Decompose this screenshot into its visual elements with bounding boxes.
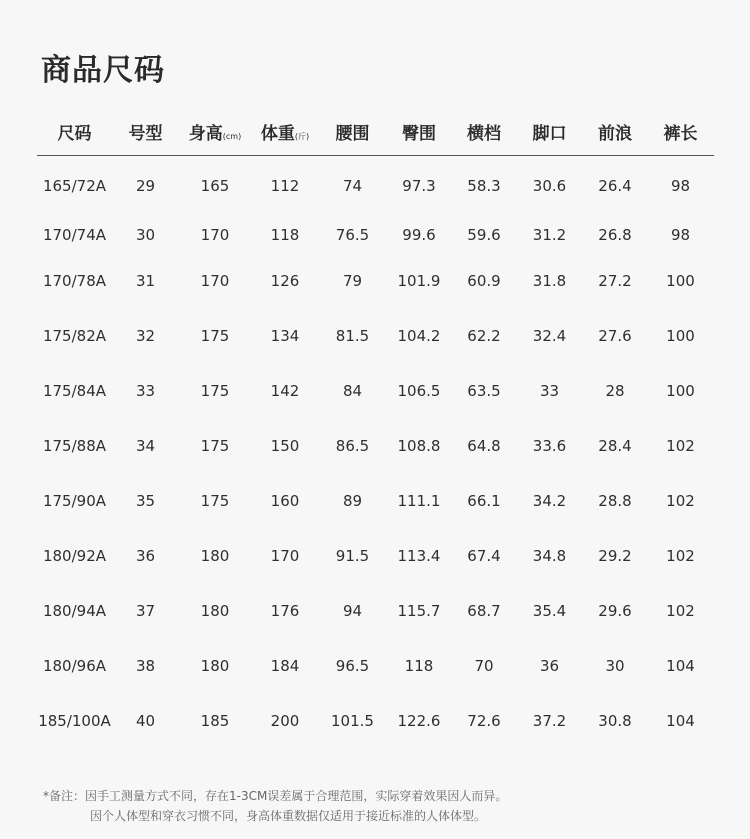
column-header [386, 108, 452, 156]
table-cell: 180/96A [42, 657, 107, 675]
table-cell: 185 [200, 712, 230, 730]
table-cell: 100 [666, 327, 695, 345]
header-row [37, 108, 714, 156]
table-cell: 31.2 [532, 225, 567, 244]
table-cell: 30 [135, 225, 156, 244]
table-cell: 170/74A [42, 225, 107, 244]
footnote-line-1: *备注：因手工测量方式不同，存在1-3CM误差属于合理范围，实际穿着效果因人而异。 [43, 789, 508, 803]
table-cell: 184 [270, 657, 300, 675]
table-cell: 70 [474, 657, 494, 675]
table-cell: 115.7 [397, 602, 441, 620]
table-cell: 36 [539, 657, 560, 675]
column-header-label: 脚口 [532, 124, 567, 144]
table-cell: 165/72A [42, 176, 107, 195]
table-cell: 33 [135, 382, 156, 400]
table-cell: 30.8 [598, 712, 632, 730]
table-cell: 28 [605, 382, 625, 400]
table-cell: 67.4 [467, 547, 501, 565]
table-cell: 66.1 [467, 492, 501, 510]
table-cell: 170 [270, 547, 300, 565]
table-cell: 106.5 [397, 382, 441, 400]
table-cell: 97.3 [402, 176, 436, 195]
size-table [37, 108, 714, 749]
table-cell: 34 [135, 437, 156, 455]
table-cell: 99.6 [402, 225, 436, 244]
column-header-label: 号型 [128, 124, 163, 144]
table-cell: 111.1 [397, 492, 441, 510]
table-cell: 122.6 [397, 712, 441, 730]
table-cell: 37.2 [532, 712, 567, 730]
table-cell: 170 [200, 272, 230, 290]
footnote-line-2: 因个人体型和穿衣习惯不同，身高体重数据仅适用于接近标准的人体体型。 [90, 809, 487, 823]
table-cell: 34.8 [532, 547, 567, 565]
table-cell: 200 [270, 712, 300, 730]
table-cell: 102 [666, 602, 695, 620]
table-cell: 118 [404, 657, 434, 675]
column-header [37, 108, 112, 156]
table-cell: 79 [342, 272, 363, 290]
table-cell: 27.2 [598, 272, 632, 290]
column-header [647, 108, 714, 156]
table-row [37, 419, 714, 474]
table-header [37, 108, 714, 156]
table-cell: 175 [200, 437, 230, 455]
table-cell: 100 [666, 382, 695, 400]
table-cell: 175/84A [42, 382, 107, 400]
table-cell: 180 [200, 602, 230, 620]
table-cell: 35.4 [532, 602, 567, 620]
table-cell: 108.8 [397, 437, 441, 455]
table-cell: 76.5 [335, 225, 370, 244]
table-cell: 126 [270, 272, 300, 290]
table-row [37, 529, 714, 584]
table-cell: 94 [342, 602, 363, 620]
table-cell: 68.7 [467, 602, 501, 620]
column-header-label: 尺码 [57, 124, 92, 144]
table-cell: 176 [270, 602, 300, 620]
table-cell: 29 [135, 176, 156, 195]
table-cell: 175/88A [42, 437, 107, 455]
table-cell: 102 [666, 547, 695, 565]
table-cell: 26.4 [598, 176, 632, 195]
table-cell: 64.8 [467, 437, 501, 455]
table-cell: 28.4 [598, 437, 632, 455]
table-cell: 180 [200, 547, 230, 565]
table-cell: 74 [342, 176, 363, 195]
table-cell: 29.2 [598, 547, 632, 565]
table-row [37, 474, 714, 529]
table-cell: 142 [270, 382, 300, 400]
table-cell: 38 [135, 657, 156, 675]
table-row [37, 309, 714, 364]
table-cell: 175 [200, 492, 230, 510]
table-cell: 100 [666, 272, 695, 290]
table-cell: 58.3 [467, 176, 501, 195]
table-cell: 180 [200, 657, 230, 675]
table-row [37, 639, 714, 694]
table-cell: 32 [135, 327, 156, 345]
table-cell: 104.2 [397, 327, 441, 345]
table-cell: 160 [270, 492, 300, 510]
table-cell: 32.4 [532, 327, 567, 345]
table-cell: 36 [135, 547, 156, 565]
table-cell: 118 [270, 225, 300, 244]
table-cell: 180/92A [42, 547, 107, 565]
table-cell: 104 [666, 657, 695, 675]
table-cell: 101.5 [331, 712, 374, 730]
table-row [37, 156, 714, 216]
table-cell: 170 [200, 225, 230, 244]
table-cell: 31 [135, 272, 156, 290]
column-header [583, 108, 647, 156]
table-cell: 72.6 [467, 712, 501, 730]
column-header [251, 108, 319, 156]
table-cell: 101.9 [397, 272, 441, 290]
column-header-label: 横档 [467, 124, 501, 144]
column-header [179, 108, 251, 156]
table-cell: 165 [200, 176, 230, 195]
column-header [516, 108, 583, 156]
table-cell: 31.8 [532, 272, 567, 290]
table-cell: 30 [605, 657, 625, 675]
table-cell: 89 [342, 492, 363, 510]
table-cell: 34.2 [532, 492, 567, 510]
table-row [37, 216, 714, 254]
table-cell: 102 [666, 492, 695, 510]
table-row [37, 254, 714, 309]
table-cell: 113.4 [397, 547, 441, 565]
table-cell: 37 [135, 602, 156, 620]
table-cell: 175/82A [42, 327, 107, 345]
table-cell: 84 [342, 382, 363, 400]
table-cell: 134 [270, 327, 300, 345]
column-header-unit: (斤) [294, 132, 310, 141]
table-cell: 28.8 [598, 492, 632, 510]
table-cell: 112 [270, 176, 300, 195]
table-cell: 175/90A [42, 492, 107, 510]
column-header-label: 前浪 [598, 124, 632, 144]
table-cell: 98 [670, 176, 691, 195]
column-header-label: 腰围 [335, 124, 370, 144]
table-cell: 26.8 [598, 225, 632, 244]
table-cell: 86.5 [335, 437, 370, 455]
table-cell: 91.5 [335, 547, 370, 565]
table-cell: 102 [666, 437, 695, 455]
page-title: 商品尺码 [41, 53, 165, 88]
column-header [452, 108, 516, 156]
table-cell: 29.6 [598, 602, 632, 620]
table-cell: 33 [539, 382, 560, 400]
table-cell: 30.6 [532, 176, 567, 195]
table-cell: 35 [135, 492, 156, 510]
table-cell: 81.5 [335, 327, 370, 345]
footnote [43, 786, 507, 826]
table-cell: 63.5 [467, 382, 501, 400]
table-cell: 175 [200, 327, 230, 345]
table-cell: 98 [670, 225, 691, 244]
column-header-label: 臀围 [402, 124, 436, 144]
table-row [37, 584, 714, 639]
table-cell: 62.2 [467, 327, 501, 345]
column-header [319, 108, 386, 156]
table-body [37, 156, 714, 749]
table-cell: 60.9 [467, 272, 501, 290]
table-cell: 185/100A [38, 712, 111, 730]
table-cell: 40 [135, 712, 156, 730]
table-cell: 170/78A [42, 272, 107, 290]
table-cell: 27.6 [598, 327, 632, 345]
table-cell: 175 [200, 382, 230, 400]
column-header [112, 108, 179, 156]
table-cell: 180/94A [42, 602, 107, 620]
table-row [37, 364, 714, 419]
column-header-label: 身高 [188, 124, 223, 144]
table-row [37, 694, 714, 749]
table-cell: 104 [666, 712, 695, 730]
table-cell: 59.6 [467, 225, 501, 244]
column-header-label: 裤长 [663, 124, 698, 144]
column-header-unit: (cm) [222, 132, 242, 141]
table-cell: 33.6 [532, 437, 567, 455]
table-cell: 96.5 [335, 657, 370, 675]
table-cell: 150 [270, 437, 300, 455]
column-header-label: 体重 [260, 124, 295, 144]
